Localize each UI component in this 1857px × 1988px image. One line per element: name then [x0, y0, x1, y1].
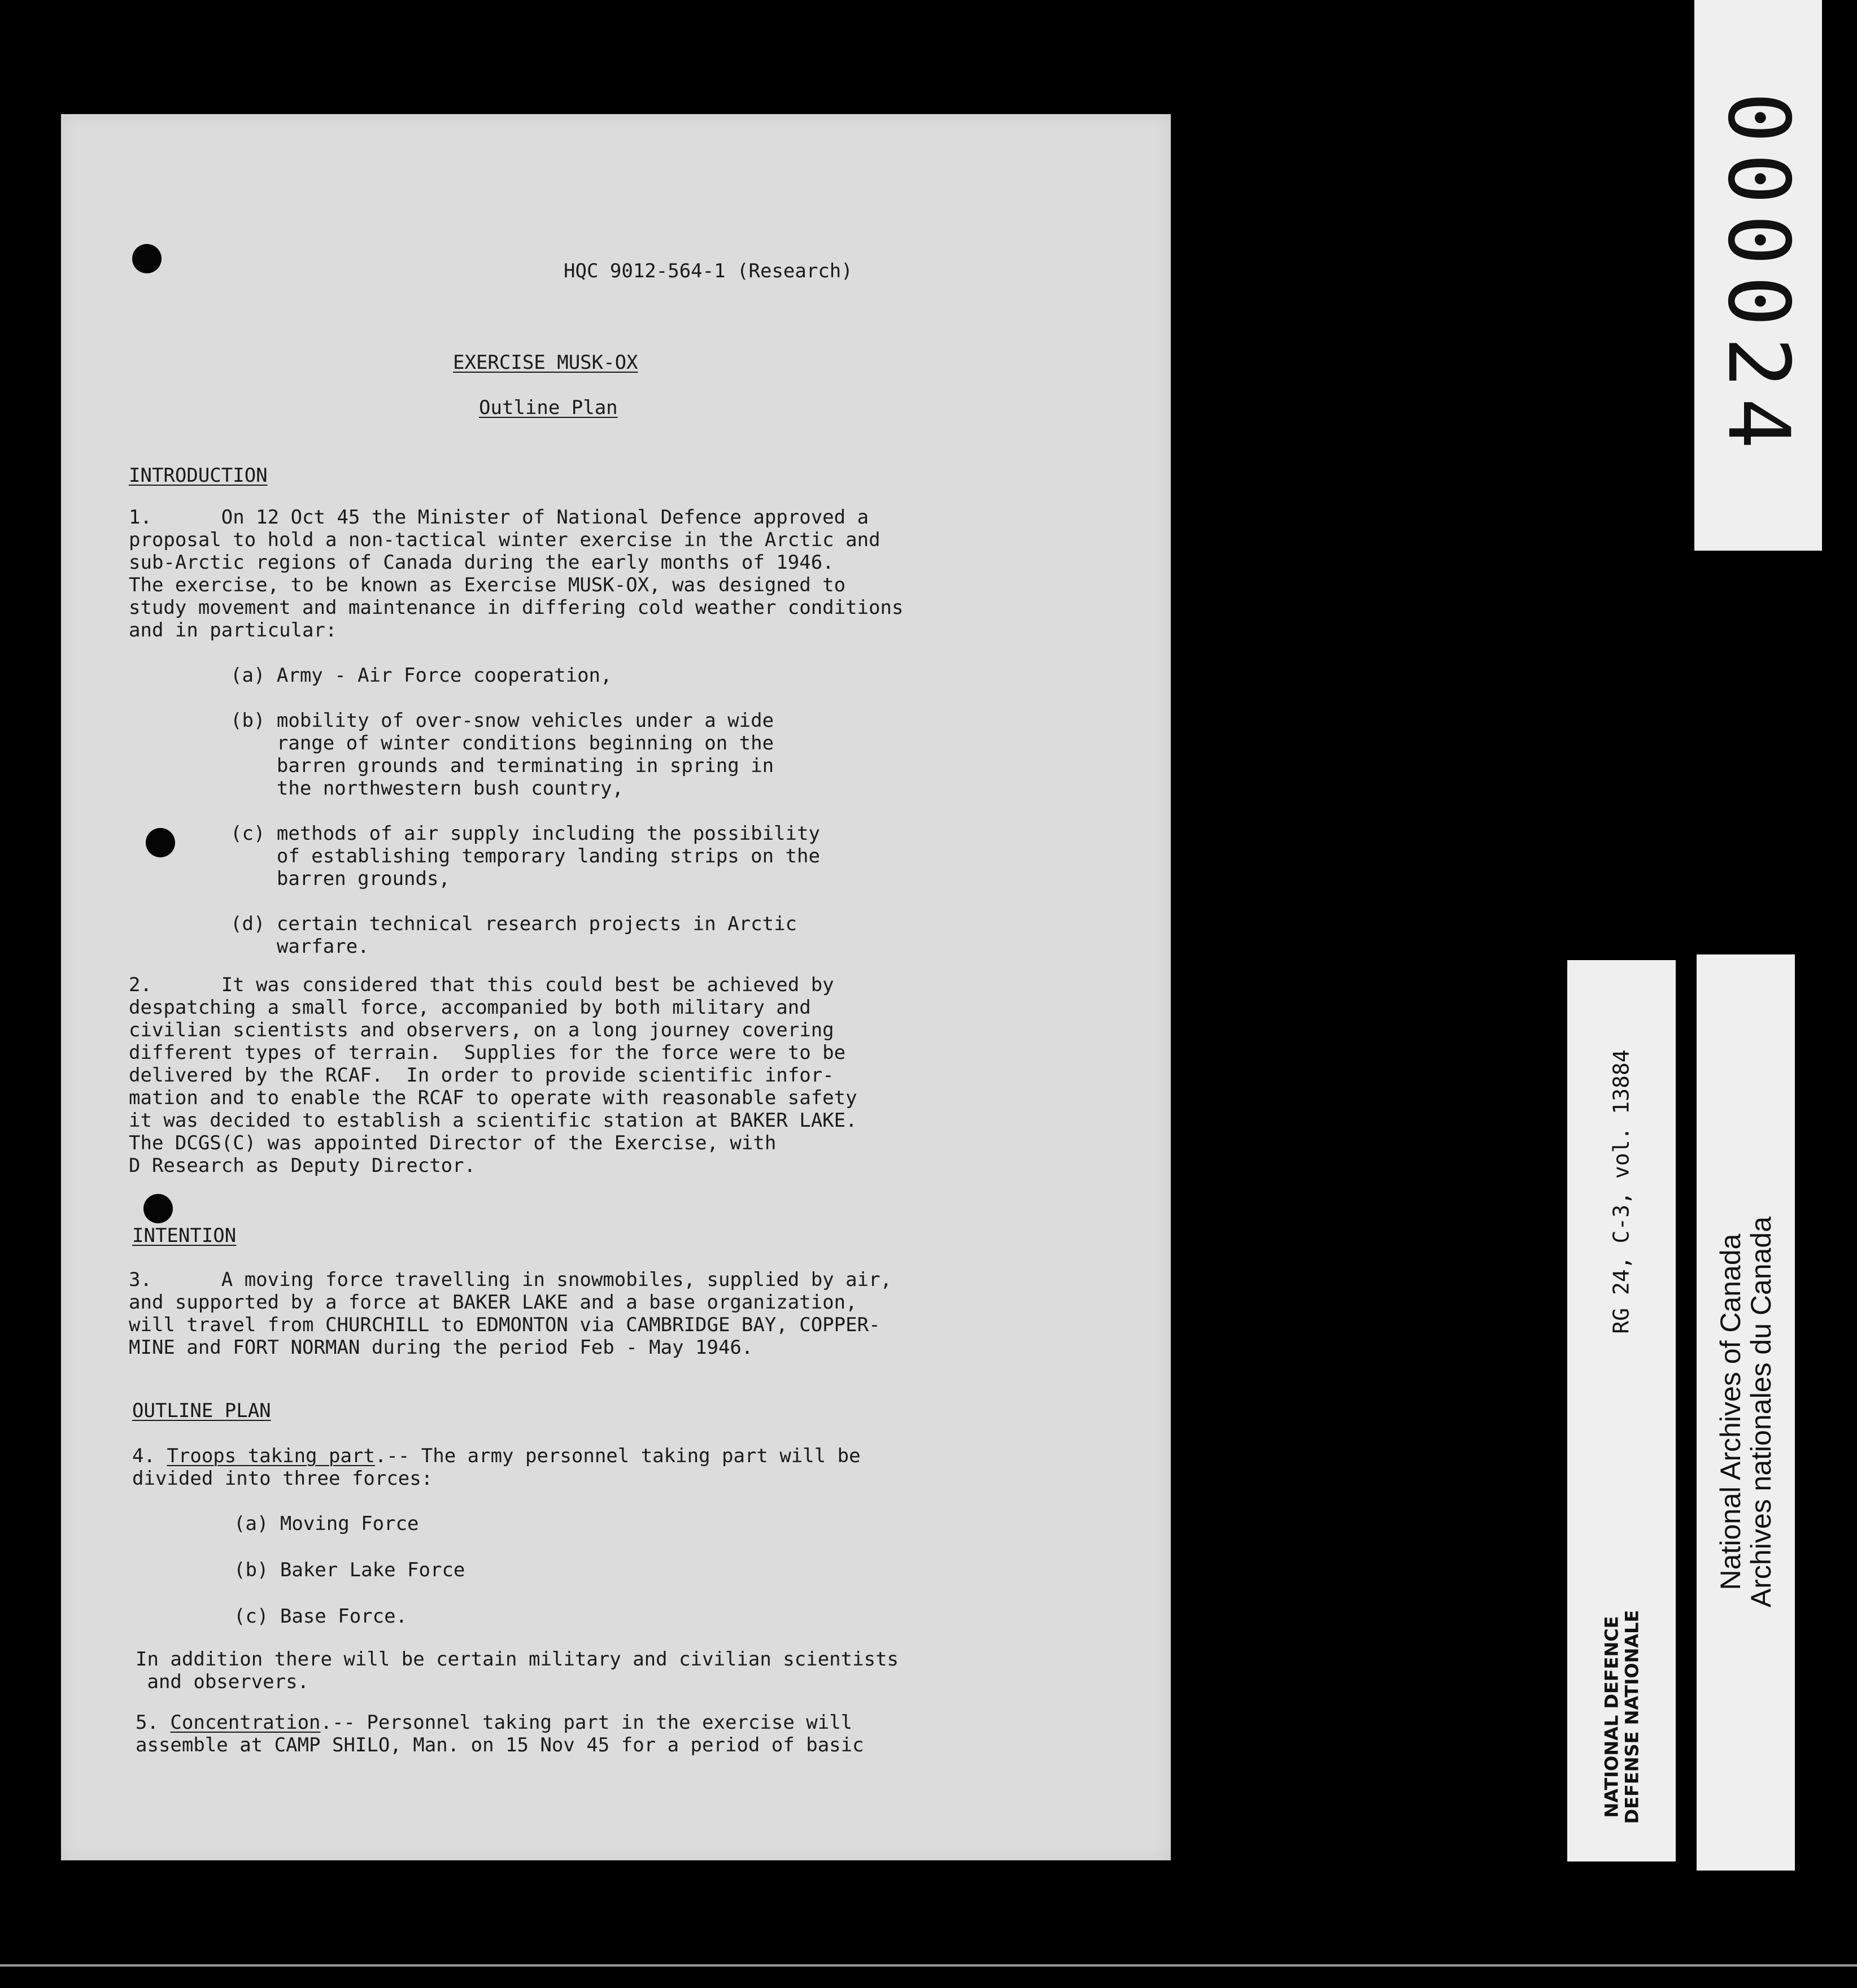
archives-label [1697, 1130, 1795, 1694]
paragraph-text: .-- The army personnel taking part will be [374, 1445, 861, 1467]
paragraph-title: Concentration [170, 1711, 321, 1734]
punch-hole-top [132, 244, 162, 273]
force-item-a: (a) Moving Force [234, 1512, 419, 1535]
archives-line-fr: Archives nationales du Canada [1745, 1216, 1777, 1608]
text-line: (b) mobility of over-snow vehicles under a wide [230, 709, 774, 732]
introduction-heading: INTRODUCTION [129, 464, 268, 487]
intention-heading: INTENTION [132, 1224, 237, 1247]
text-line: barren grounds, [230, 867, 450, 890]
text-line: different types of terrain. Supplies for the force were to be [129, 1041, 846, 1064]
document-subtitle: Outline Plan [479, 396, 618, 419]
list-item-c [230, 822, 820, 890]
list-item-a: (a) Army - Air Force cooperation, [230, 664, 612, 687]
department-label [1567, 1593, 1676, 1841]
document-reference: HQC 9012-564-1 (Research) [564, 260, 853, 282]
frame-number [1694, 0, 1822, 551]
department-label-text [1601, 1610, 1642, 1824]
paragraph-title: Troops taking part [167, 1445, 375, 1467]
force-item-b: (b) Baker Lake Force [234, 1559, 465, 1581]
punch-hole-lower [143, 1194, 173, 1223]
text-line: D Research as Deputy Director. [129, 1154, 476, 1177]
frame-number-text: 000024 [1709, 91, 1808, 459]
text-line: The exercise, to be known as Exercise MUSK-OX, was designed to [129, 574, 846, 596]
paragraph-number: 5. [136, 1711, 171, 1734]
text-line: The DCGS(C) was appointed Director of the Exercise, with [129, 1132, 777, 1154]
text-line: divided into three forces: [132, 1467, 433, 1490]
text-line: (c) methods of air supply including the possibility [230, 822, 820, 845]
addition-paragraph [136, 1648, 899, 1693]
text-line: civilian scientists and observers, on a long journey covering [129, 1019, 834, 1041]
text-line: and supported by a force at BAKER LAKE and a base organization, [129, 1291, 857, 1314]
text-line: MINE and FORT NORMAN during the period Feb - May 1946. [129, 1336, 753, 1359]
text-line: 1. On 12 Oct 45 the Minister of National Defence approved a [129, 506, 869, 529]
list-item-d [230, 913, 797, 958]
text-line: and observers. [136, 1671, 310, 1693]
text-line [132, 1445, 861, 1467]
text-line [136, 1711, 864, 1734]
department-line-fr: DEFENSE NATIONALE [1621, 1610, 1643, 1824]
text-line: 2. It was considered that this could best be achieved by [129, 974, 834, 996]
text-line: In addition there will be certain military and civilian scientists [136, 1648, 899, 1671]
text-line: range of winter conditions beginning on the [230, 732, 774, 755]
department-line-en: NATIONAL DEFENCE [1601, 1616, 1623, 1818]
text-line: 3. A moving force travelling in snowmobiles, supplied by air, [129, 1268, 892, 1291]
paragraph-2 [129, 974, 857, 1177]
text-line: the northwestern bush country, [230, 777, 624, 800]
text-line: delivered by the RCAF. In order to provide scientific infor- [129, 1064, 834, 1087]
paragraph-1 [129, 506, 903, 642]
paragraph-3 [129, 1268, 892, 1359]
document-page [61, 114, 1171, 1860]
text-line: will travel from CHURCHILL to EDMONTON via CAMBRIDGE BAY, COPPER- [129, 1314, 880, 1336]
reference-label-text: RG 24, C-3, vol. 13884 [1609, 1049, 1634, 1334]
text-line: barren grounds and terminating in spring in [230, 755, 774, 777]
text-line: and in particular: [129, 619, 337, 642]
film-edge-line [0, 1964, 1857, 1967]
text-line: (d) certain technical research projects in Arctic [230, 913, 797, 935]
text-line: warfare. [230, 935, 369, 958]
paragraph-number: 4. [132, 1445, 167, 1467]
archives-label-text [1715, 1217, 1776, 1607]
text-line: despatching a small force, accompanied by both military and [129, 996, 811, 1019]
reference-label [1567, 994, 1676, 1389]
text-line: sub-Arctic regions of Canada during the early months of 1946. [129, 551, 834, 574]
list-item-b [230, 709, 774, 800]
text-line: study movement and maintenance in differing cold weather conditions [129, 596, 904, 619]
document-title: EXERCISE MUSK-OX [453, 351, 638, 374]
archives-line-en: National Archives of Canada [1715, 1233, 1746, 1590]
paragraph-4 [132, 1445, 861, 1490]
text-line: assemble at CAMP SHILO, Man. on 15 Nov 45 for a period of basic [136, 1734, 864, 1756]
text-line: it was decided to establish a scientific station at BAKER LAKE. [129, 1109, 857, 1132]
paragraph-text: .-- Personnel taking part in the exercise will [320, 1711, 853, 1734]
paragraph-5 [136, 1711, 864, 1756]
text-line: proposal to hold a non-tactical winter exercise in the Arctic and [129, 529, 880, 551]
punch-hole-middle [146, 828, 175, 857]
text-line: mation and to enable the RCAF to operate with reasonable safety [129, 1087, 857, 1109]
outline-plan-heading: OUTLINE PLAN [132, 1400, 271, 1422]
force-item-c: (c) Base Force. [234, 1605, 408, 1628]
text-line: of establishing temporary landing strips on the [230, 845, 820, 867]
